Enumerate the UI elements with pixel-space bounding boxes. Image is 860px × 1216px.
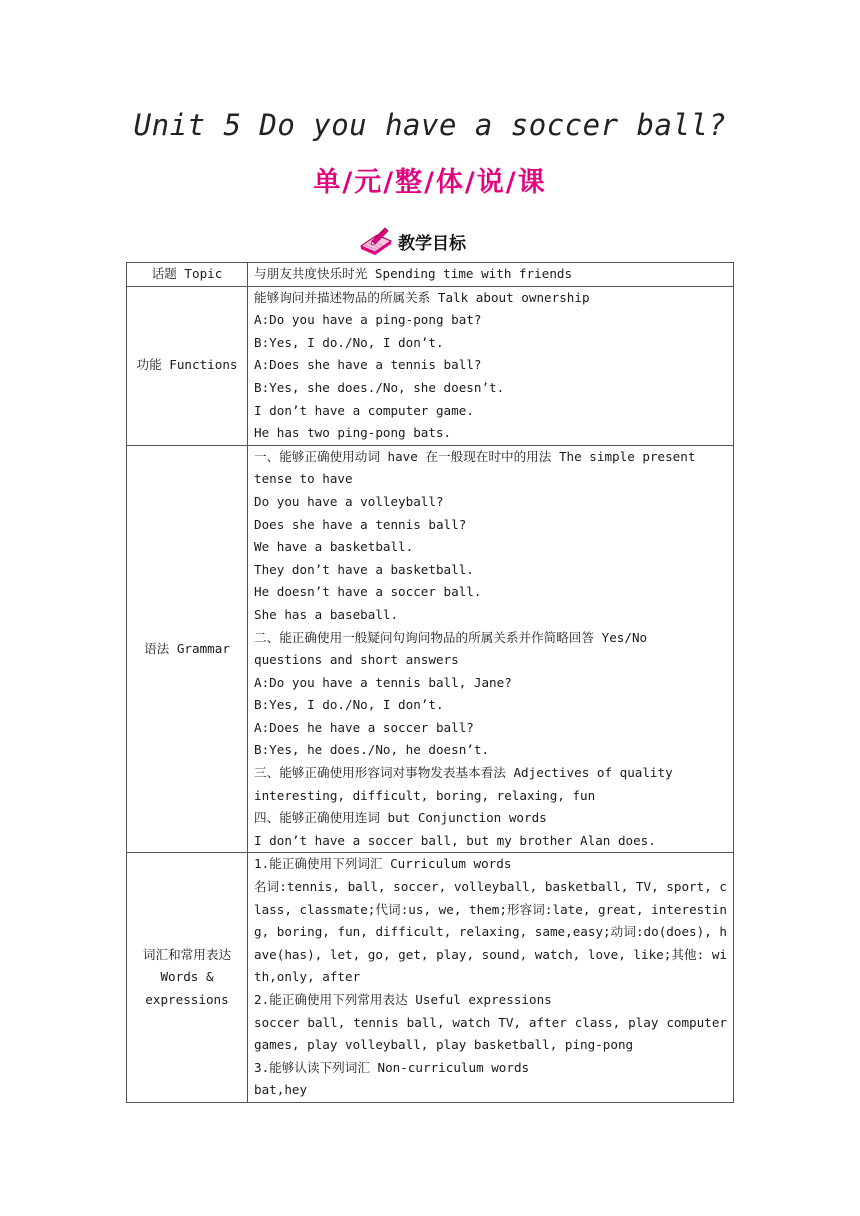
row-header-functions: [127, 286, 248, 445]
content-line: 1.能正确使用下列词汇 Curriculum words: [254, 856, 512, 872]
content-line: B:Yes, I do./No, I don’t.: [254, 334, 444, 350]
table-row: [127, 853, 734, 1103]
row-header-text: 话题 Topic: [151, 266, 223, 281]
book-pen-icon: [358, 226, 394, 256]
content-paragraph: soccer ball, tennis ball, watch TV, after class, play computer games, play volleyball, play basketball, ping-pong: [254, 1014, 727, 1053]
content-line: They don’t have a basketball.: [254, 561, 474, 577]
row-header-vocabulary: [127, 853, 248, 1103]
content-line: 一、能够正确使用动词 have 在一般现在时中的用法 The simple present: [254, 448, 696, 464]
section-label: 教学目标: [398, 233, 466, 254]
row-content-topic: [248, 263, 734, 287]
content-line: A:Does she have a tennis ball?: [254, 357, 482, 373]
row-content-functions: [248, 286, 734, 445]
table-row: [127, 263, 734, 287]
content-line: She has a baseball.: [254, 606, 399, 622]
teaching-goals-table: [126, 262, 734, 1103]
content-line: We have a basketball.: [254, 539, 414, 555]
table-row: [127, 286, 734, 445]
content-line: B:Yes, he does./No, he doesn’t.: [254, 742, 490, 758]
content-line: A:Do you have a tennis ball, Jane?: [254, 674, 512, 690]
content-line: I don’t have a soccer ball, but my brother Alan does.: [254, 832, 656, 848]
row-content-grammar: [248, 445, 734, 853]
content-line: 2.能正确使用下列常用表达 Useful expressions: [254, 992, 552, 1007]
content-line: 三、能够正确使用形容词对事物发表基本看法 Adjectives of quality: [254, 765, 673, 781]
content-line: tense to have: [254, 471, 353, 487]
row-header-text: 功能 Functions: [136, 357, 238, 373]
row-header-text: 语法 Grammar: [144, 640, 230, 656]
unit-subtitle: 单/元/整/体/说/课: [313, 167, 547, 198]
row-header-text: expressions: [145, 992, 229, 1007]
content-line: Does she have a tennis ball?: [254, 516, 467, 532]
content-line: questions and short answers: [254, 652, 459, 668]
content-line: bat,hey: [254, 1082, 308, 1098]
content-line: B:Yes, I do./No, I don’t.: [254, 697, 444, 713]
row-content-vocabulary: [248, 853, 734, 1103]
row-header-text: Words &: [160, 969, 214, 985]
unit-title: Unit 5 Do you have a soccer ball?: [133, 108, 727, 142]
content-line: A:Does he have a soccer ball?: [254, 719, 474, 735]
content-line: Do you have a volleyball?: [254, 493, 444, 509]
row-header-text: 词汇和常用表达: [142, 946, 232, 962]
content-line: interesting, difficult, boring, relaxing, fun: [254, 787, 596, 803]
content-line: A:Do you have a ping-pong bat?: [254, 312, 482, 328]
content-line: 与朋友共度快乐时光 Spending time with friends: [254, 266, 573, 281]
section-heading: [358, 226, 466, 256]
content-line: 能够询问并描述物品的所属关系 Talk about ownership: [254, 289, 590, 305]
content-line: I don’t have a computer game.: [254, 402, 474, 418]
row-header-topic: [127, 263, 248, 287]
content-line: 3.能够认读下列词汇 Non-curriculum words: [254, 1059, 530, 1075]
content-paragraph: 名词:tennis, ball, soccer, volleyball, basketball, TV, sport, class, classmate;代词:us, we, them;形容词:late, great, interesting, boring, fun, difficult, relaxing, same,easy;动词:do(does), have(has), let, go, get, play, sound, watch, love, like;其他: with,only, after: [254, 879, 727, 985]
content-line: 二、能正确使用一般疑问句询问物品的所属关系并作简略回答 Yes/No: [254, 629, 648, 645]
row-header-grammar: [127, 445, 248, 853]
content-line: He doesn’t have a soccer ball.: [254, 584, 482, 600]
table-row: [127, 445, 734, 853]
content-line: He has two ping-pong bats.: [254, 425, 452, 441]
content-line: 四、能够正确使用连词 but Conjunction words: [254, 810, 547, 826]
content-line: B:Yes, she does./No, she doesn’t.: [254, 379, 505, 395]
